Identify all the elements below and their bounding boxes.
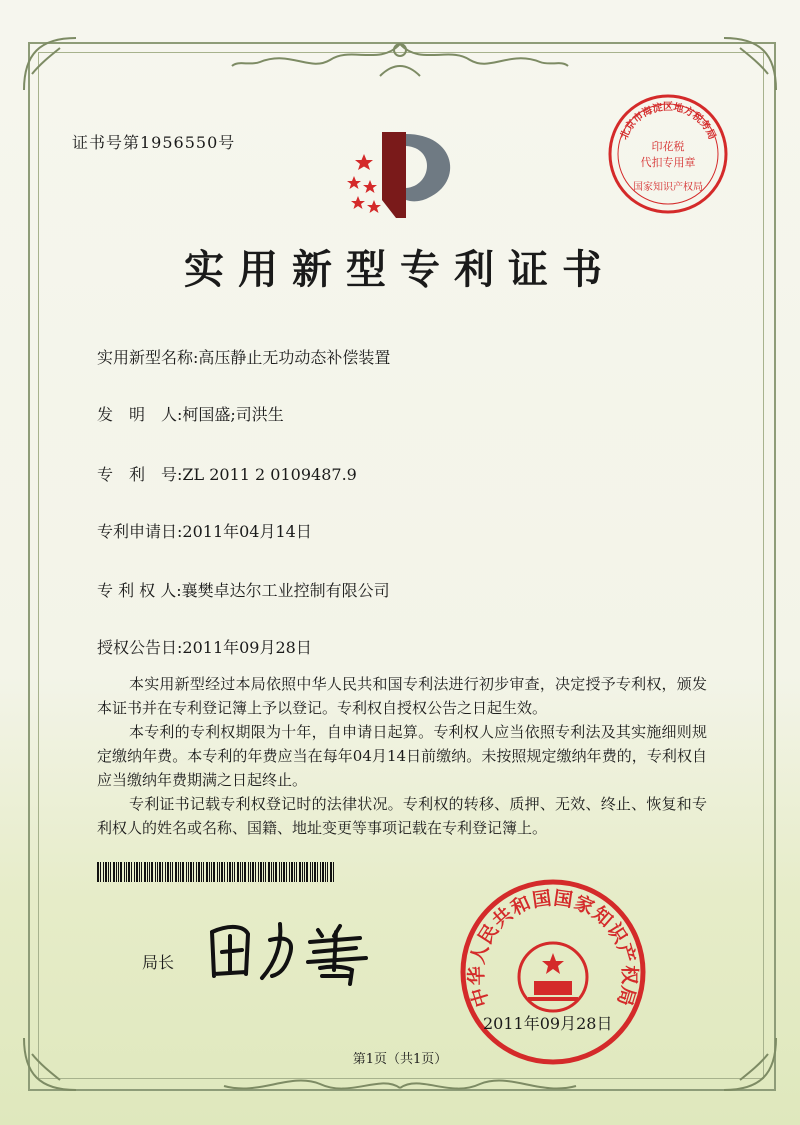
seal-date: 2011年09月28日	[483, 1014, 613, 1033]
stamp-inner-1: 印花税	[651, 140, 685, 153]
barcode	[97, 862, 337, 882]
field-label: 专利申请日:	[97, 522, 183, 541]
body-paragraph-3: 专利证书记载专利权登记时的法律状况。专利权的转移、质押、无效、终止、恢复和专利权人的姓名或名称、国籍、地址变更等事项记载在专利登记簿上。	[97, 795, 707, 837]
tax-stamp	[606, 92, 730, 216]
certificate-body	[97, 672, 707, 840]
field-label: 实用新型名称:	[97, 348, 199, 367]
body-paragraph-1: 本实用新型经过本局依照中华人民共和国专利法进行初步审查，决定授予专利权，颁发本证书并在专利登记簿上予以登记。专利权自授权公告之日起生效。	[97, 675, 707, 717]
stamp-bottom: 国家知识产权局	[633, 182, 703, 193]
field-value: ZL 2011 2 0109487.9	[182, 465, 357, 484]
state-ipo-seal	[458, 877, 648, 1067]
field-inventor	[97, 402, 284, 425]
stamp-inner-2: 代扣专用章	[640, 156, 696, 169]
field-application-date	[97, 519, 312, 542]
field-patent-number	[97, 462, 357, 485]
field-value: 高压静止无功动态补偿装置	[198, 348, 391, 367]
field-patentee	[97, 578, 390, 601]
body-paragraph-2: 本专利的专利权期限为十年，自申请日起算。专利权人应当依照专利法及其实施细则规定缴纳年费。本专利的年费应当在每年04月14日前缴纳。未按照规定缴纳年费的，专利权自应当缴纳年费期满之日起终止。	[97, 723, 707, 789]
patent-office-logo	[336, 128, 466, 224]
field-label: 专 利 号:	[97, 465, 183, 484]
page-title: 实用新型专利证书	[184, 246, 616, 293]
field-utility-name	[97, 345, 390, 368]
field-label: 发 明 人:	[97, 405, 183, 424]
director-signature	[200, 910, 380, 990]
page-number: 第1页（共1页）	[352, 1052, 448, 1067]
top-ornament	[230, 36, 570, 86]
certificate-number: 证书号第1956550号	[72, 133, 236, 152]
bottom-ornament	[220, 1070, 580, 1106]
field-label: 授权公告日:	[97, 638, 183, 657]
field-value: 2011年04月14日	[182, 522, 312, 541]
stamp-text: 北京市海淀区地方税务局	[618, 102, 718, 142]
field-value: 2011年09月28日	[182, 638, 312, 657]
national-emblem	[519, 943, 587, 1011]
field-value: 襄樊卓达尔工业控制有限公司	[181, 581, 390, 600]
field-grant-date	[97, 635, 312, 658]
corner-ornament-top-left	[20, 34, 80, 94]
corner-ornament-top-right	[720, 34, 780, 94]
director-title: 局长	[142, 953, 175, 972]
seal-text: 中华人民共和国国家知识产权局	[465, 887, 641, 1010]
field-value: 柯国盛;司洪生	[182, 405, 284, 424]
field-label: 专 利 权 人:	[97, 581, 182, 600]
